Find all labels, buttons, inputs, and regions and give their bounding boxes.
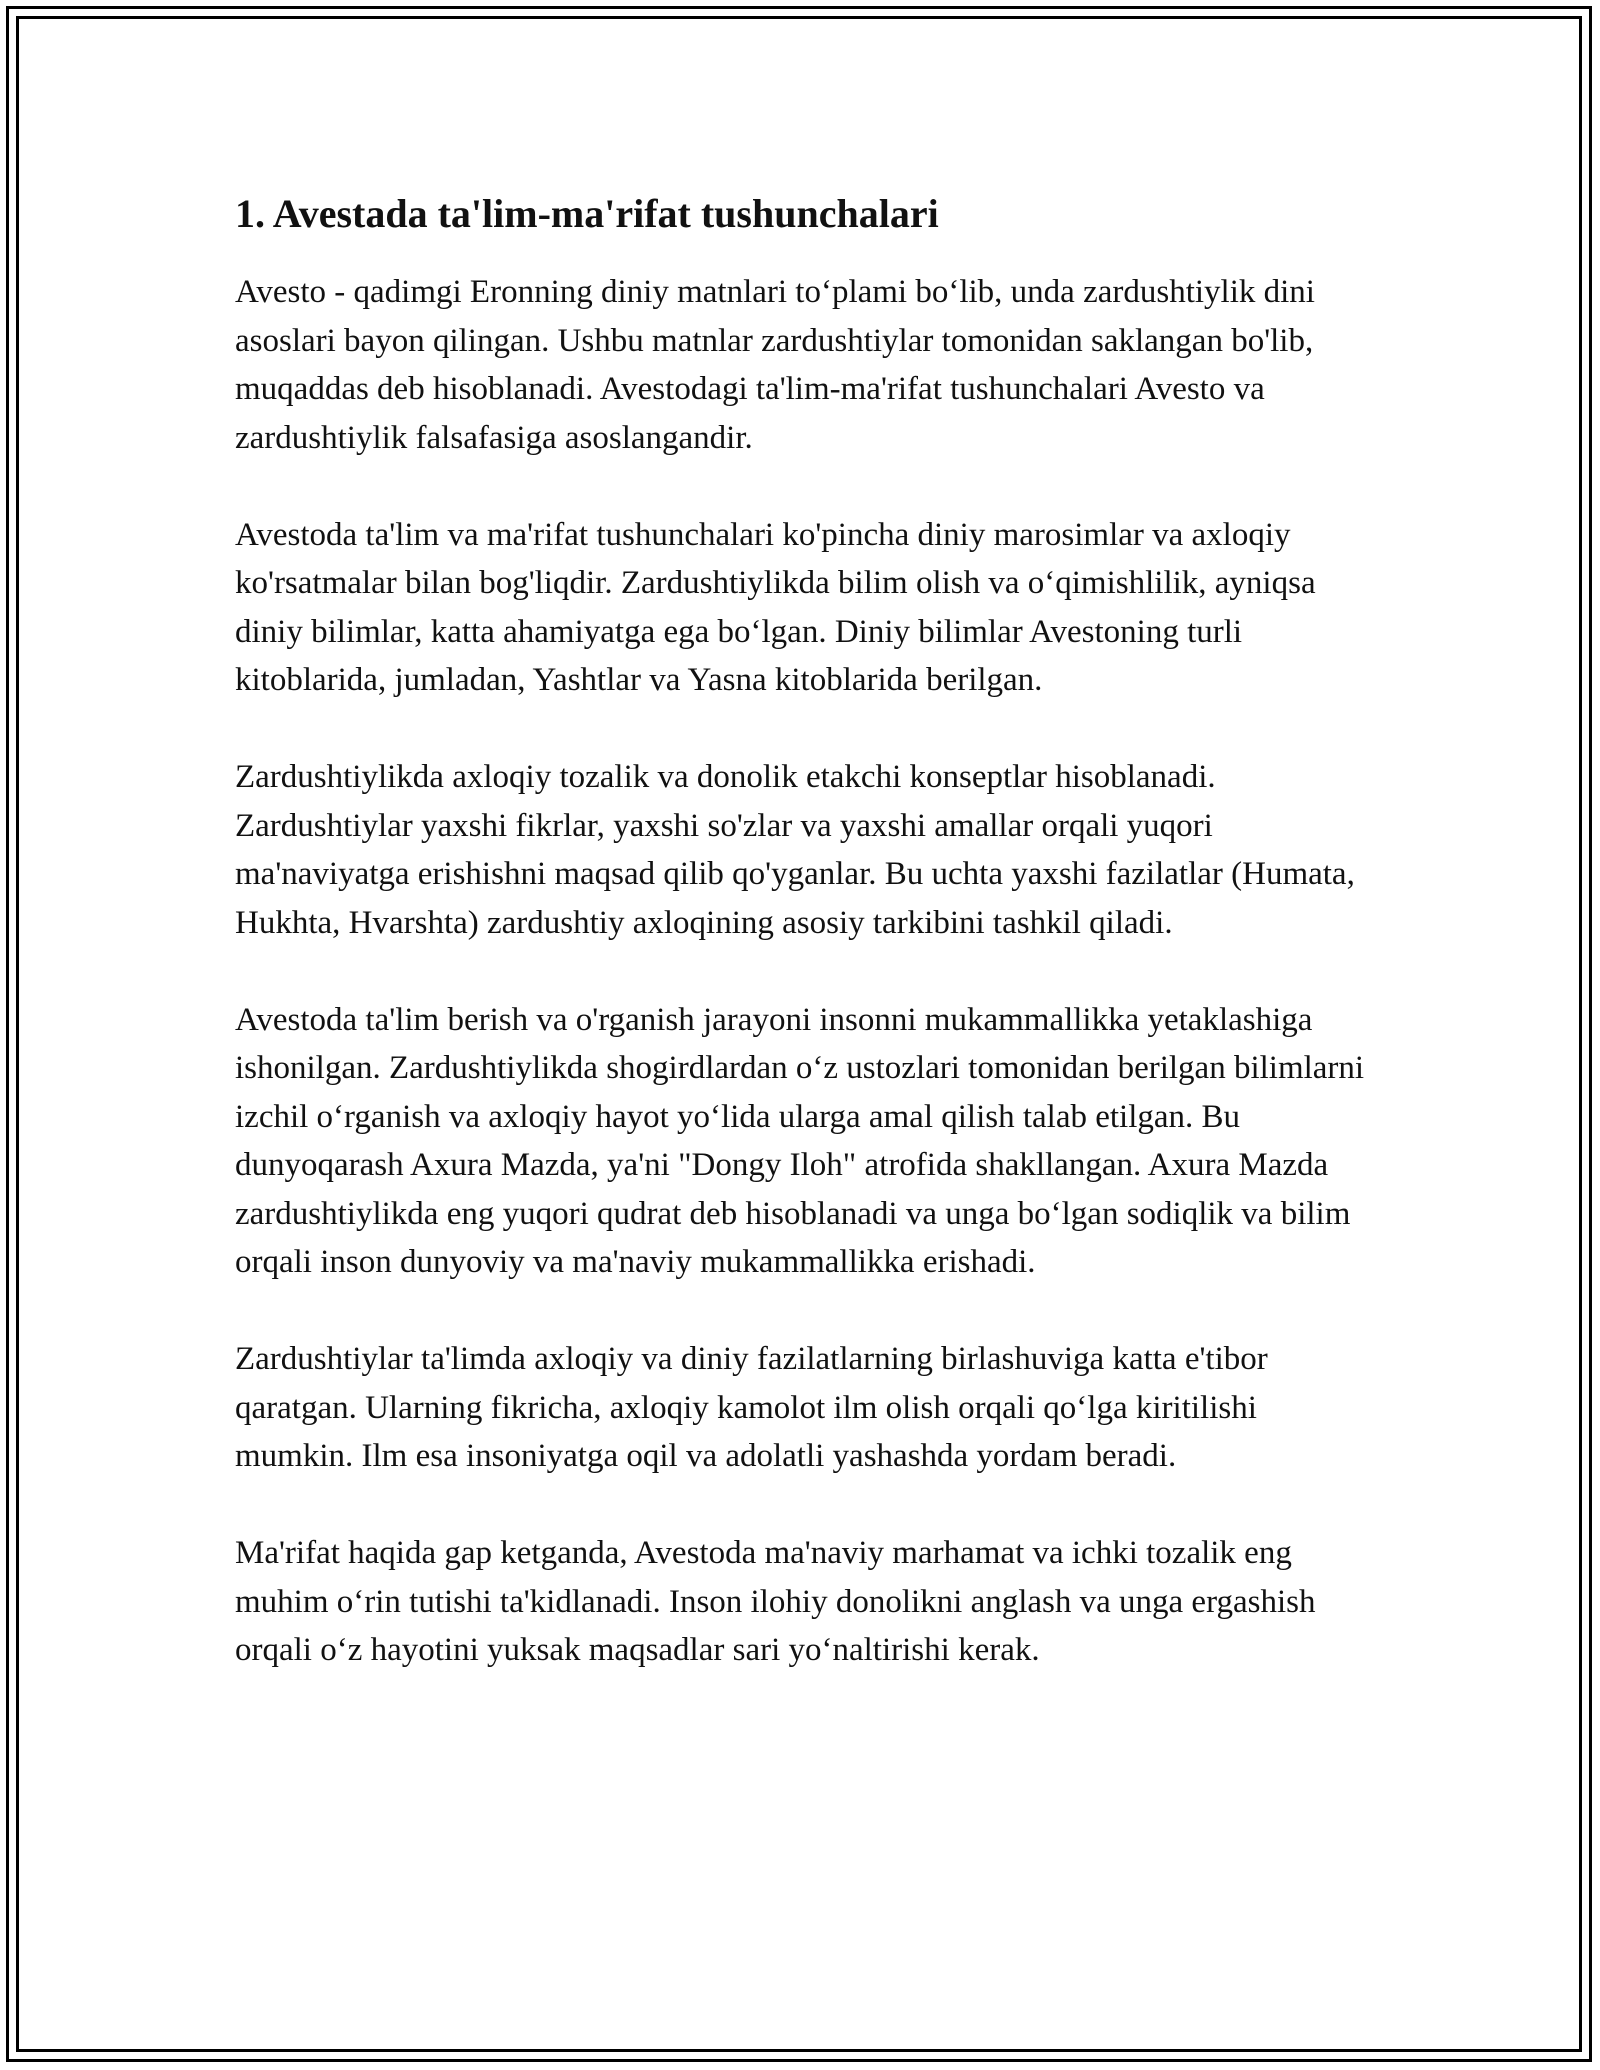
paragraph-2: Avestoda ta'lim va ma'rifat tushunchalari ko'pincha diniy marosimlar va axloqiy ko'rsatmalar bilan bog'liqdir. Zardushtiylikda bilim olish va o‘qimishlilik, ayniqsa diniy bilimlar, katta ahamiyatga ega bo‘lgan. Diniy bilimlar Avestoning turli kitoblarida, jumladan, Yashtlar va Yasna kitoblarida berilgan. [235,516,1316,698]
document-title: 1. Avestada ta'lim-ma'rifat tushunchalari [235,191,939,236]
paragraph-1: Avesto - qadimgi Eronning diniy matnlari to‘plami bo‘lib, unda zardushtiylik dini asoslari bayon qilingan. Ushbu matnlar zardushtiylar tomonidan saklangan bo'lib, muqaddas deb hisoblanadi. Avestodagi ta'lim-ma'rifat tushunchalari Avesto va zardushtiylik falsafasiga asoslangandir. [235,274,1315,456]
paragraph-5: Zardushtiylar ta'limda axloqiy va diniy fazilatlarning birlashuviga katta e'tibor qaratgan. Ularning fikricha, axloqiy kamolot ilm olish orqali qo‘lga kiritilishi mumkin. Ilm esa insoniyatga oqil va adolatli yashashda yordam beradi. [235,1341,1268,1474]
document-body [235,188,1370,1675]
paragraph-6: Ma'rifat haqida gap ketganda, Avestoda ma'naviy marhamat va ichki tozalik eng muhim o‘rin tutishi ta'kidlanadi. Inson ilohiy donolikni anglash va unga ergashish orqali o‘z hayotini yuksak maqsadlar sari yo‘naltirishi kerak. [235,1535,1316,1668]
paragraph-4: Avestoda ta'lim berish va o'rganish jarayoni insonni mukammallikka yetaklashiga ishonilgan. Zardushtiylikda shogirdlardan o‘z ustozlari tomonidan berilgan bilimlarni izchil o‘rganish va axloqiy hayot yo‘lida ularga amal qilish talab etilgan. Bu dunyoqarash Axura Mazda, ya'ni "Dongy Iloh" atrofida shakllangan. Axura Mazda zardushtiylikda eng yuqori qudrat deb hisoblanadi va unga bo‘lgan sodiqlik va bilim orqali inson dunyoviy va ma'naviy mukammallikka erishadi. [235,1001,1365,1280]
paragraph-3: Zardushtiylikda axloqiy tozalik va donolik etakchi konseptlar hisoblanadi. Zardushtiylar yaxshi fikrlar, yaxshi so'zlar va yaxshi amallar orqali yuqori ma'naviyatga erishishni maqsad qilib qo'yganlar. Bu uchta yaxshi fazilatlar (Humata, Hukhta, Hvarshta) zardushtiy axloqining asosiy tarkibini tashkil qiladi. [235,759,1355,941]
